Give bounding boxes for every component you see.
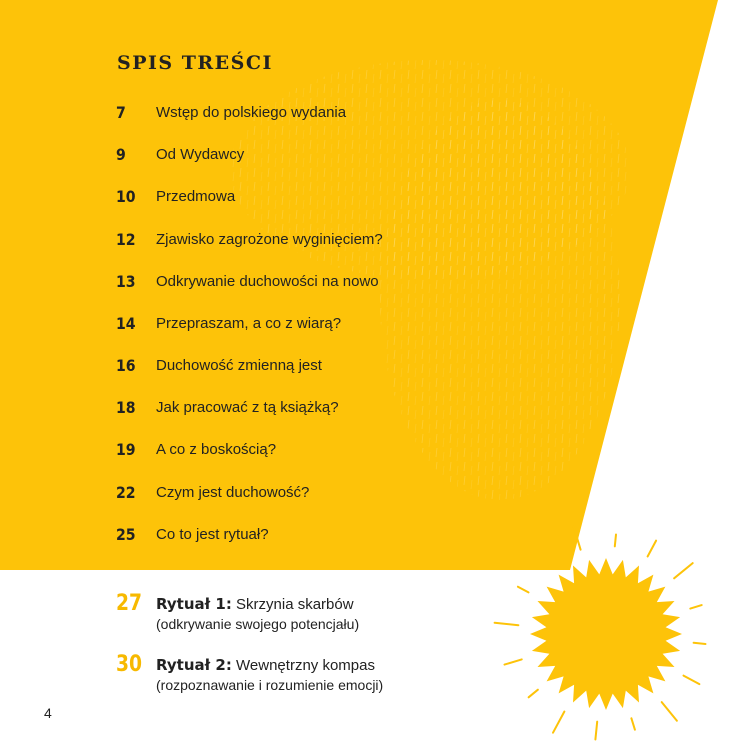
sun-ray [615,535,616,547]
toc-page-number: 16 [116,355,136,375]
toc-page-number: 13 [116,271,136,291]
sun-ray [690,605,701,609]
sun-ray [505,659,522,664]
sun-ray [595,722,597,740]
ritual-label: Rytuał 2: [156,656,232,674]
sun-ray [631,718,635,729]
ritual-page-number: 30 [116,652,143,677]
ritual-label: Rytuał 1: [156,595,232,613]
sun-ray [662,702,677,721]
toc-page-number: 19 [116,439,136,459]
sun-ray [694,643,706,644]
ritual-title: Wewnętrzny kompas [236,657,375,674]
toc-page-number: 14 [116,313,136,333]
toc-entry-title: Przepraszam, a co z wiarą? [156,314,342,332]
sun-ray [529,690,538,698]
toc-page-number: 18 [116,397,136,417]
ritual-subtitle: (rozpoznawanie i rozumienie emocji) [156,677,384,693]
sun-ray [674,563,693,578]
toc-entry-title: Wstęp do polskiego wydania [156,103,347,121]
texture-patch [380,100,620,500]
toc-entry-title: Co to jest rytuał? [156,525,269,543]
toc-page-number: 22 [116,482,136,502]
ritual-title: Skrzynia skarbów [236,596,354,613]
sun-ray [648,541,657,557]
page-number: 4 [44,705,52,721]
toc-entry-title: Zjawisko zagrożone wyginięciem? [156,230,383,248]
toc-entry-title: Duchowość zmienną jest [156,356,322,374]
sun-ray [684,676,700,685]
toc-page-number: 9 [116,144,126,164]
ritual-page-number: 27 [116,591,143,616]
sun-ray [553,712,564,733]
sun-ray [495,623,519,625]
toc-page-number: 7 [116,102,126,122]
toc-entry-title: Przedmowa [156,187,236,205]
toc-entry-title: Od Wydawcy [156,145,245,163]
toc-page-number: 10 [116,186,136,206]
toc-entry-title: Czym jest duchowość? [156,483,310,501]
sun-ray [518,587,529,593]
toc-entry-title: A co z boskością? [156,440,277,458]
toc-entry-title: Jak pracować z tą książką? [156,398,339,416]
toc-entry-title: Odkrywanie duchowości na nowo [156,272,379,290]
toc-page-number: 25 [116,524,136,544]
toc-page-number: 12 [116,229,136,249]
page-title: SPIS TREŚCI [117,52,273,74]
ritual-subtitle: (odkrywanie swojego potencjału) [156,616,360,632]
